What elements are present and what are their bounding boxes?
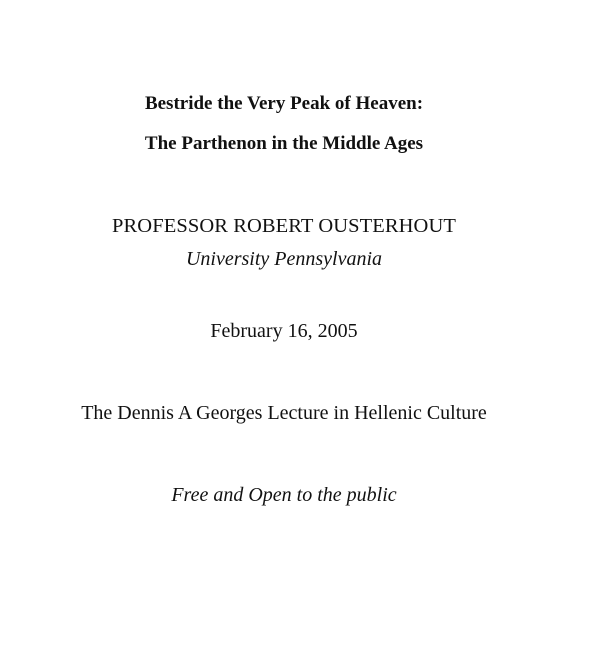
lecture-title-line-1: Bestride the Very Peak of Heaven: [144, 93, 424, 114]
lecture-series: The Dennis A Georges Lecture in Hellenic Culture [81, 402, 487, 424]
lecture-title-line-2: The Parthenon in the Middle Ages [144, 133, 424, 154]
admission-note: Free and Open to the public [171, 484, 397, 506]
lecture-date: February 16, 2005 [210, 320, 358, 342]
speaker-affiliation: University Pennsylvania [185, 248, 383, 270]
speaker-name: PROFESSOR ROBERT OUSTERHOUT [112, 215, 456, 237]
